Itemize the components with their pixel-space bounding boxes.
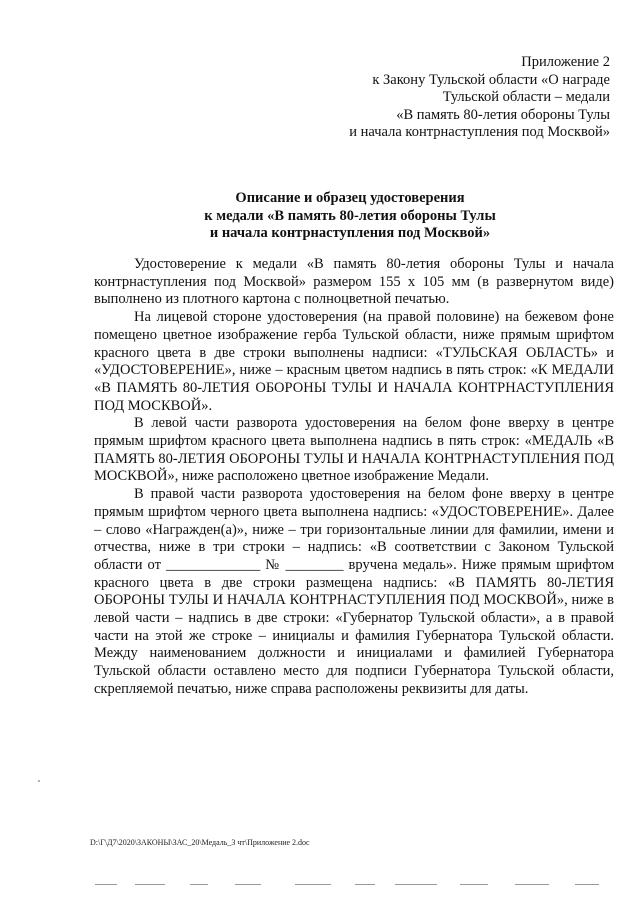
appendix-line: к Закону Тульской области «О награде: [372, 71, 610, 88]
scan-speck: [235, 884, 261, 885]
appendix-line: «В память 80-летия обороны Тулы: [396, 106, 610, 123]
scan-speck: [95, 884, 117, 885]
scan-speck: [190, 884, 208, 885]
scan-artifacts: [95, 882, 615, 888]
scan-speck: [460, 884, 488, 885]
title-line: Описание и образец удостоверения: [235, 190, 465, 206]
document-body: [94, 256, 614, 699]
file-path-footer: D:\Г\Д7\2020\ЗАКОНЫ\ЗАС_20\Медаль_3 чт\Приложение 2.doc: [90, 838, 310, 847]
paragraph: В правой части разворота удостоверения на белом фоне вверху в центре прямым шрифтом черного цвета выполнена надпись: «УДОСТОВЕРЕНИЕ». Далее – слово «Награжден(а)», ниже – три горизонтальные линии для фамилии, имени и отчества, ниже в три строки – надпись: «В соответствии с Законом Тульской области от _____________ № ________ вручена медаль». Ниже прямым шрифтом красного цвета в две строки размещена надпись: «В ПАМЯТЬ 80-ЛЕТИЯ ОБОРОНЫ ТУЛЫ И НАЧАЛА КОНТРНАСТУПЛЕНИЯ ПОД МОСКВОЙ», ниже в левой части – надпись в две строки: «Губернатор Тульской области», а в правой части на этой же строке – инициалы и фамилия Губернатора Тульской области. Между наименованием должности и инициалами и фамилией Губернатора Тульской области оставлено место для подписи Губернатора Тульской области, скрепляемой печатью, ниже справа расположены реквизиты для даты.: [94, 486, 614, 697]
scan-speck: [355, 884, 375, 885]
scan-speck: [395, 884, 437, 885]
appendix-line: и начала контрнаступления под Москвой»: [349, 124, 610, 141]
scan-speck: [135, 884, 165, 885]
appendix-line: Приложение 2: [521, 54, 610, 70]
scan-speck: [575, 884, 599, 885]
paragraph: В левой части разворота удостоверения на белом фоне вверху в центре прямым шрифтом красного цвета выполнена надпись в пять строк: «МЕДАЛЬ «В ПАМЯТЬ 80-ЛЕТИЯ ОБОРОНЫ ТУЛЫ И НАЧАЛА КОНТРНАСТУПЛЕНИЯ ПОД МОСКВОЙ», ниже расположено цветное изображение Медали.: [94, 415, 614, 485]
appendix-header: [280, 54, 610, 142]
title-line: к медали «В память 80-летия обороны Тулы: [204, 207, 496, 224]
scan-speck: [38, 780, 40, 782]
paragraph: Удостоверение к медали «В память 80-летия обороны Тулы и начала контрнаступления под Москвой» размером 155 х 105 мм (в развернутом виде) выполнено из плотного картона с полноцветной печатью.: [94, 256, 614, 308]
scan-speck: [515, 884, 549, 885]
document-title: [60, 190, 640, 243]
paragraph: На лицевой стороне удостоверения (на правой половине) на бежевом фоне помещено цветное изображение герба Тульской области, ниже прямым шрифтом красного цвета в две строки выполнены надписи: «ТУЛЬСКАЯ ОБЛАСТЬ» и «УДОСТОВЕРЕНИЕ», ниже – красным цветом надпись в пять строк: «К МЕДАЛИ «В ПАМЯТЬ 80-ЛЕТИЯ ОБОРОНЫ ТУЛЫ И НАЧАЛА КОНТРНАСТУПЛЕНИЯ ПОД МОСКВОЙ».: [94, 309, 614, 414]
appendix-line: Тульской области – медали: [442, 89, 610, 106]
title-line: и начала контрнаступления под Москвой»: [209, 225, 491, 242]
scan-speck: [295, 884, 331, 885]
